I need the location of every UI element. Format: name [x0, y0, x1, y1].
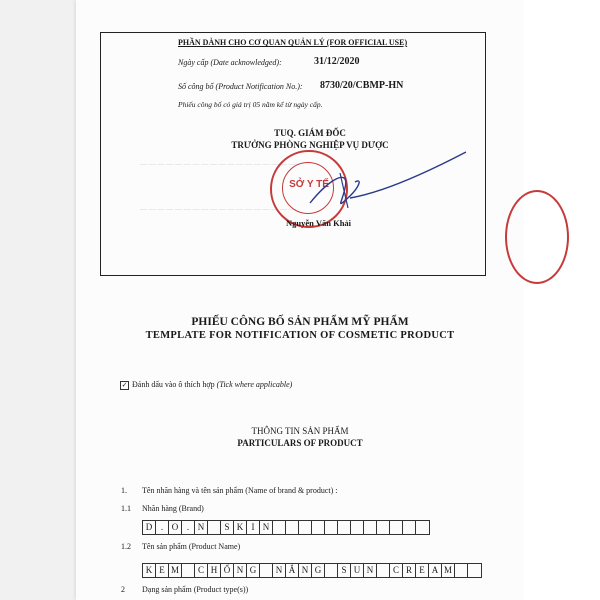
background-strip [524, 0, 600, 600]
character-box [390, 521, 403, 534]
stamp-text: SỞ Y TẾ [289, 179, 329, 190]
item-1-1-label: Nhãn hàng (Brand) [142, 504, 204, 513]
tick-text-en: (Tick where applicable) [216, 380, 293, 389]
item-1-1-number: 1.1 [121, 504, 131, 513]
character-box: M [169, 564, 182, 577]
character-box: N [273, 564, 286, 577]
signer-name: Nguyễn Văn Khải [286, 218, 352, 228]
signer-title-1: TUQ. GIÁM ĐỐC [274, 128, 346, 138]
item-2-number: 2 [121, 585, 125, 594]
bleed-through-text: — — — — — — — — — — — — — — — — — — [140, 205, 296, 213]
character-box: H [208, 564, 221, 577]
partial-red-stamp [505, 190, 569, 284]
character-box [325, 521, 338, 534]
character-box [299, 521, 312, 534]
character-box [403, 521, 416, 534]
character-box: O [169, 521, 182, 534]
character-box [351, 521, 364, 534]
character-box: . [182, 521, 195, 534]
character-box [377, 564, 390, 577]
number-value: 8730/20/CBMP-HN [320, 80, 404, 91]
character-box [286, 521, 299, 534]
character-box [377, 521, 390, 534]
character-box [468, 564, 481, 577]
checkbox-icon: ✓ [121, 380, 128, 389]
character-box: K [143, 564, 156, 577]
product-name-character-boxes [142, 563, 482, 578]
brand-character-boxes [142, 520, 430, 535]
character-box: S [221, 521, 234, 534]
tick-text: Đánh dấu vào ô thích hợp [132, 380, 215, 389]
item-1-label: Tên nhãn hàng và tên sản phẩm (Name of brand & product) : [142, 486, 338, 495]
character-box: . [156, 521, 169, 534]
character-box: E [416, 564, 429, 577]
character-box: U [351, 564, 364, 577]
character-box: C [390, 564, 403, 577]
character-box: G [247, 564, 260, 577]
character-box: M [442, 564, 455, 577]
character-box: C [195, 564, 208, 577]
character-box: D [143, 521, 156, 534]
section-title-vi: THÔNG TIN SẢN PHẨM [251, 426, 349, 436]
number-label: Số công bố (Product Notification No.): [178, 82, 303, 91]
character-box: Ắ [286, 564, 299, 577]
tick-instruction [120, 380, 292, 390]
bleed-through-text: — — — — — — — — — — — — — — — — — — [140, 160, 296, 168]
form-title-en: TEMPLATE FOR NOTIFICATION OF COSMETIC PRODUCT [145, 330, 455, 341]
character-box: S [338, 564, 351, 577]
section-title-en: PARTICULARS OF PRODUCT [237, 438, 363, 448]
character-box: N [234, 564, 247, 577]
character-box [312, 521, 325, 534]
character-box: Ố [221, 564, 234, 577]
signer-title-2: TRƯỞNG PHÒNG NGHIỆP VỤ DƯỢC [231, 140, 389, 150]
character-box: R [403, 564, 416, 577]
item-1-2-label: Tên sản phẩm (Product Name) [142, 542, 241, 551]
signature-icon [290, 148, 470, 228]
character-box [182, 564, 195, 577]
character-box: N [299, 564, 312, 577]
date-value: 31/12/2020 [314, 56, 360, 67]
character-box: E [156, 564, 169, 577]
character-box [260, 564, 273, 577]
character-box: G [312, 564, 325, 577]
item-1-2-number: 1.2 [121, 542, 131, 551]
character-box: N [260, 521, 273, 534]
character-box: N [195, 521, 208, 534]
character-box [338, 521, 351, 534]
character-box [208, 521, 221, 534]
form-title-vi: PHIẾU CÔNG BỐ SẢN PHẨM MỸ PHẨM [191, 316, 409, 328]
character-box: I [247, 521, 260, 534]
character-box [455, 564, 468, 577]
date-label: Ngày cấp (Date acknowledged): [178, 58, 282, 67]
character-box: K [234, 521, 247, 534]
validity-note: Phiếu công bố có giá trị 05 năm kể từ ngày cấp. [178, 100, 323, 109]
character-box: A [429, 564, 442, 577]
character-box [325, 564, 338, 577]
official-header: PHẦN DÀNH CHO CƠ QUAN QUẢN LÝ (FOR OFFICIAL USE) [178, 38, 408, 47]
item-2-label: Dạng sản phẩm (Product type(s)) [142, 585, 249, 594]
character-box [364, 521, 377, 534]
character-box: N [364, 564, 377, 577]
character-box [416, 521, 429, 534]
item-1-number: 1. [121, 486, 127, 495]
character-box [273, 521, 286, 534]
